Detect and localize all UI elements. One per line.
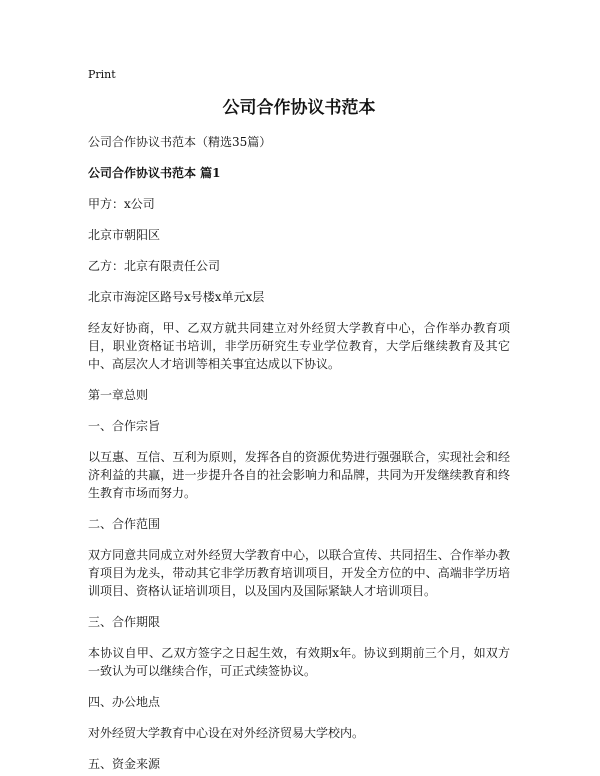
chapter-heading: 第一章总则 <box>88 388 149 402</box>
section-3-heading: 三、合作期限 <box>88 615 161 629</box>
document-subtitle: 公司合作协议书范本（精选35篇） <box>88 135 272 149</box>
section-3-body: 本协议自甲、乙双方签字之日起生效，有效期x年。协议到期前三个月，如双方一致认为可以继续合作，可正式续签协议。 <box>88 646 510 678</box>
document-title: 公司合作协议书范本 <box>222 98 376 118</box>
section-1-body: 以互惠、互信、互利为原则，发挥各自的资源优势进行强强联合，实现社会和经济利益的共赢，进一步提升各自的社会影响力和品牌，共同为开发继续教育和终生教育市场而努力。 <box>88 450 510 500</box>
section-5-heading: 五、资金来源 <box>88 757 161 771</box>
section-heading: 公司合作协议书范本 篇1 <box>88 166 221 180</box>
party-a-address: 北京市朝阳区 <box>88 228 161 242</box>
intro-paragraph: 经友好协商，甲、乙双方就共同建立对外经贸大学教育中心，合作举办教育项目，职业资格证书培训，非学历研究生专业学位教育，大学后继续教育及其它中、高层次人才培训等相关事宜达成以下协议。 <box>88 321 510 371</box>
party-a: 甲方：x公司 <box>88 197 155 211</box>
section-4-body: 对外经贸大学教育中心设在对外经济贸易大学校内。 <box>88 726 365 740</box>
party-b-address: 北京市海淀区路号x号楼x单元x层 <box>88 290 265 304</box>
party-b: 乙方：北京有限责任公司 <box>88 259 221 273</box>
print-label[interactable]: Print <box>88 68 116 81</box>
section-1-heading: 一、合作宗旨 <box>88 419 161 433</box>
section-2-body: 双方同意共同成立对外经贸大学教育中心，以联合宣传、共同招生、合作举办教育项目为龙头，带动其它非学历教育培训项目，开发全方位的中、高端非学历培训项目、资格认证培训项目，以及国内及国际紧缺人才培训项目。 <box>88 548 510 598</box>
section-2-heading: 二、合作范围 <box>88 517 161 531</box>
section-4-heading: 四、办公地点 <box>88 695 161 709</box>
